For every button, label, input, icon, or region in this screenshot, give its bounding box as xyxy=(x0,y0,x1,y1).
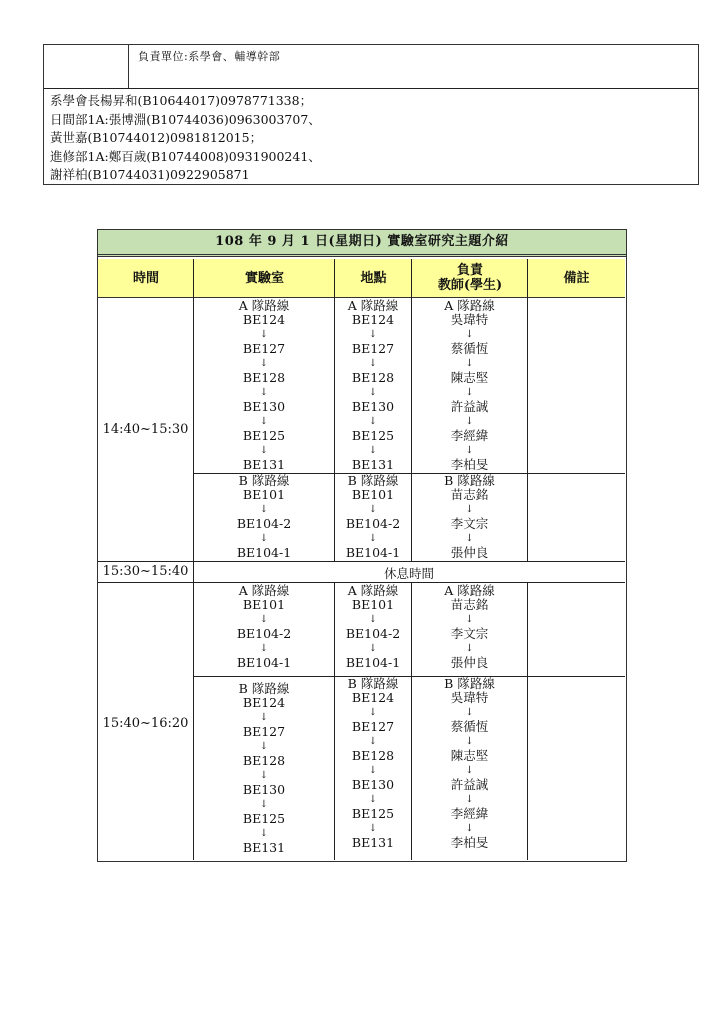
arrow-down-icon: ↓ xyxy=(259,770,269,781)
time-slot-2: 15:40~16:20 xyxy=(102,716,189,731)
location-stop: BE125 xyxy=(351,806,395,821)
contact-line: 日間部1A:張博淵(B10744036)0963003707、 xyxy=(50,111,321,127)
teacher-name: 李文宗 xyxy=(450,516,489,531)
arrow-down-icon: ↓ xyxy=(368,416,378,427)
lab-stop: BE127 xyxy=(242,724,286,739)
arrow-down-icon: ↓ xyxy=(465,387,474,398)
header-remarks-label: 備註 xyxy=(563,270,590,286)
lab-stop: BE125 xyxy=(242,428,286,443)
teacher-name: 李柏旻 xyxy=(450,835,489,850)
lab-stop: BE101 xyxy=(242,487,286,502)
arrow-down-icon: ↓ xyxy=(259,799,269,810)
arrow-down-icon: ↓ xyxy=(368,614,378,625)
location-stop: BE130 xyxy=(351,777,395,792)
lab-stop: BE127 xyxy=(242,341,286,356)
teacher-name: 吳瑋特 xyxy=(450,690,489,705)
teacher-name: 吳瑋特 xyxy=(450,312,489,327)
block2-routeA-lab xyxy=(194,584,334,670)
arrow-down-icon: ↓ xyxy=(368,643,378,654)
contact-list xyxy=(50,92,321,185)
location-stop: BE127 xyxy=(351,341,395,356)
arrow-down-icon: ↓ xyxy=(465,765,474,776)
arrow-down-icon: ↓ xyxy=(368,445,378,456)
block2-routeB-location xyxy=(335,677,411,850)
location-stop: BE127 xyxy=(351,719,395,734)
arrow-down-icon: ↓ xyxy=(465,533,474,544)
location-stop: BE130 xyxy=(351,399,395,414)
teacher-name: 陳志堅 xyxy=(450,748,489,763)
lab-stop: BE124 xyxy=(242,695,286,710)
teacher-name: 苗志銘 xyxy=(450,487,489,502)
arrow-down-icon: ↓ xyxy=(368,765,378,776)
route-label: B 隊路線 xyxy=(238,473,290,488)
lab-stop: BE128 xyxy=(242,753,286,768)
remarks-cell xyxy=(528,583,625,676)
contact-line: 謝祥柏(B10744031)0922905871 xyxy=(50,167,250,183)
arrow-down-icon: ↓ xyxy=(465,736,474,747)
route-label: A 隊路線 xyxy=(444,583,495,598)
teacher-name: 李柏旻 xyxy=(450,457,489,472)
location-stop: BE128 xyxy=(351,370,395,385)
block2-routeB-teacher xyxy=(412,677,527,850)
location-stop: BE131 xyxy=(351,457,395,472)
responsible-unit-row xyxy=(44,45,698,89)
location-stop: BE128 xyxy=(351,748,395,763)
arrow-down-icon: ↓ xyxy=(368,533,378,544)
row-divider xyxy=(98,561,625,562)
header-lab-label: 實驗室 xyxy=(244,270,284,286)
lab-stop: BE130 xyxy=(242,399,286,414)
lab-stop: BE104-2 xyxy=(236,516,292,531)
arrow-down-icon: ↓ xyxy=(465,504,474,515)
lab-stop: BE128 xyxy=(242,370,286,385)
arrow-down-icon: ↓ xyxy=(368,794,378,805)
route-label: A 隊路線 xyxy=(238,298,290,313)
lab-stop: BE131 xyxy=(242,457,286,472)
location-stop: BE104-2 xyxy=(345,626,401,641)
route-label: A 隊路線 xyxy=(347,298,399,313)
arrow-down-icon: ↓ xyxy=(465,416,474,427)
lab-stop: BE104-2 xyxy=(236,626,292,641)
block1-routeB-location xyxy=(335,474,411,560)
arrow-down-icon: ↓ xyxy=(368,329,378,340)
header-location xyxy=(335,259,412,298)
time-slot-break: 15:30~15:40 xyxy=(102,564,189,579)
route-label: B 隊路線 xyxy=(444,676,495,691)
block2-routeA-location xyxy=(335,584,411,670)
lab-stop: BE130 xyxy=(242,782,286,797)
arrow-down-icon: ↓ xyxy=(465,329,474,340)
lab-stop: BE124 xyxy=(242,312,286,327)
block1-routeA-lab xyxy=(194,299,334,472)
responsible-unit-text: 負責單位:系學會、輔導幹部 xyxy=(138,50,281,63)
arrow-down-icon: ↓ xyxy=(259,741,269,752)
header-time-label: 時間 xyxy=(132,270,159,286)
block1-routeA-location xyxy=(335,299,411,472)
location-stop: BE131 xyxy=(351,835,395,850)
arrow-down-icon: ↓ xyxy=(259,416,269,427)
header-teacher-line1: 負責 xyxy=(456,263,483,278)
teacher-name: 蔡循恆 xyxy=(450,719,489,734)
arrow-down-icon: ↓ xyxy=(259,329,269,340)
route-label: B 隊路線 xyxy=(347,473,399,488)
arrow-down-icon: ↓ xyxy=(259,828,269,839)
teacher-name: 許益誠 xyxy=(450,399,489,414)
route-label: B 隊路線 xyxy=(444,473,495,488)
location-stop: BE104-1 xyxy=(345,655,401,670)
teacher-name: 李文宗 xyxy=(450,626,489,641)
time-slot-1: 14:40~15:30 xyxy=(102,422,189,437)
empty-label-cell xyxy=(44,45,129,88)
header-remarks xyxy=(528,259,625,298)
arrow-down-icon: ↓ xyxy=(368,707,378,718)
contact-line: 系學會長楊昇和(B10644017)0978771338； xyxy=(50,93,313,108)
schedule-table xyxy=(97,229,627,862)
responsible-info-table xyxy=(43,44,699,185)
arrow-down-icon: ↓ xyxy=(465,445,474,456)
schedule-title: 108 年 9 月 1 日(星期日) 實驗室研究主題介紹 xyxy=(98,230,626,257)
header-time xyxy=(98,259,194,298)
location-stop: BE104-1 xyxy=(345,545,401,560)
lab-stop: BE104-1 xyxy=(236,545,292,560)
arrow-down-icon: ↓ xyxy=(368,823,378,834)
arrow-down-icon: ↓ xyxy=(259,445,269,456)
contact-line: 黃世嘉(B10744012)0981812015； xyxy=(50,130,263,146)
remarks-cell xyxy=(528,474,625,561)
teacher-name: 李經緯 xyxy=(450,806,489,821)
route-label: A 隊路線 xyxy=(347,583,399,598)
arrow-down-icon: ↓ xyxy=(368,358,378,369)
arrow-down-icon: ↓ xyxy=(259,533,269,544)
header-teacher xyxy=(412,259,528,298)
break-label: 休息時間 xyxy=(384,566,435,581)
teacher-name: 張仲良 xyxy=(450,655,489,670)
arrow-down-icon: ↓ xyxy=(465,794,474,805)
location-stop: BE101 xyxy=(351,597,395,612)
contact-line: 進修部1A:鄭百歲(B10744008)0931900241、 xyxy=(50,148,321,164)
remarks-cell xyxy=(528,299,625,473)
teacher-name: 陳志堅 xyxy=(450,370,489,385)
route-label: B 隊路線 xyxy=(347,676,399,691)
route-label: A 隊路線 xyxy=(238,583,290,598)
arrow-down-icon: ↓ xyxy=(368,387,378,398)
arrow-down-icon: ↓ xyxy=(259,387,269,398)
block1-routeB-lab xyxy=(194,474,334,560)
route-label: B 隊路線 xyxy=(238,681,290,696)
location-stop: BE124 xyxy=(351,312,395,327)
lab-stop: BE101 xyxy=(242,597,286,612)
location-stop: BE104-2 xyxy=(345,516,401,531)
arrow-down-icon: ↓ xyxy=(259,643,269,654)
arrow-down-icon: ↓ xyxy=(465,643,474,654)
arrow-down-icon: ↓ xyxy=(465,707,474,718)
lab-stop: BE131 xyxy=(242,840,286,855)
arrow-down-icon: ↓ xyxy=(259,358,269,369)
teacher-name: 許益誠 xyxy=(450,777,489,792)
header-teacher-line2: 教師(學生) xyxy=(437,278,503,293)
arrow-down-icon: ↓ xyxy=(368,504,378,515)
teacher-name: 張仲良 xyxy=(450,545,489,560)
block2-routeA-teacher xyxy=(412,584,527,670)
arrow-down-icon: ↓ xyxy=(368,736,378,747)
arrow-down-icon: ↓ xyxy=(465,614,474,625)
header-lab xyxy=(194,259,335,298)
block1-routeB-teacher xyxy=(412,474,527,560)
lab-stop: BE125 xyxy=(242,811,286,826)
arrow-down-icon: ↓ xyxy=(259,504,269,515)
lab-stop: BE104-1 xyxy=(236,655,292,670)
location-stop: BE124 xyxy=(351,690,395,705)
block2-routeB-lab xyxy=(194,682,334,855)
arrow-down-icon: ↓ xyxy=(465,358,474,369)
location-stop: BE101 xyxy=(351,487,395,502)
route-label: A 隊路線 xyxy=(444,298,495,313)
teacher-name: 苗志銘 xyxy=(450,597,489,612)
teacher-name: 李經緯 xyxy=(450,428,489,443)
remarks-cell xyxy=(528,677,625,860)
teacher-name: 蔡循恆 xyxy=(450,341,489,356)
location-stop: BE125 xyxy=(351,428,395,443)
arrow-down-icon: ↓ xyxy=(259,614,269,625)
arrow-down-icon: ↓ xyxy=(465,823,474,834)
arrow-down-icon: ↓ xyxy=(259,712,269,723)
header-location-label: 地點 xyxy=(360,270,387,286)
block1-routeA-teacher xyxy=(412,299,527,472)
